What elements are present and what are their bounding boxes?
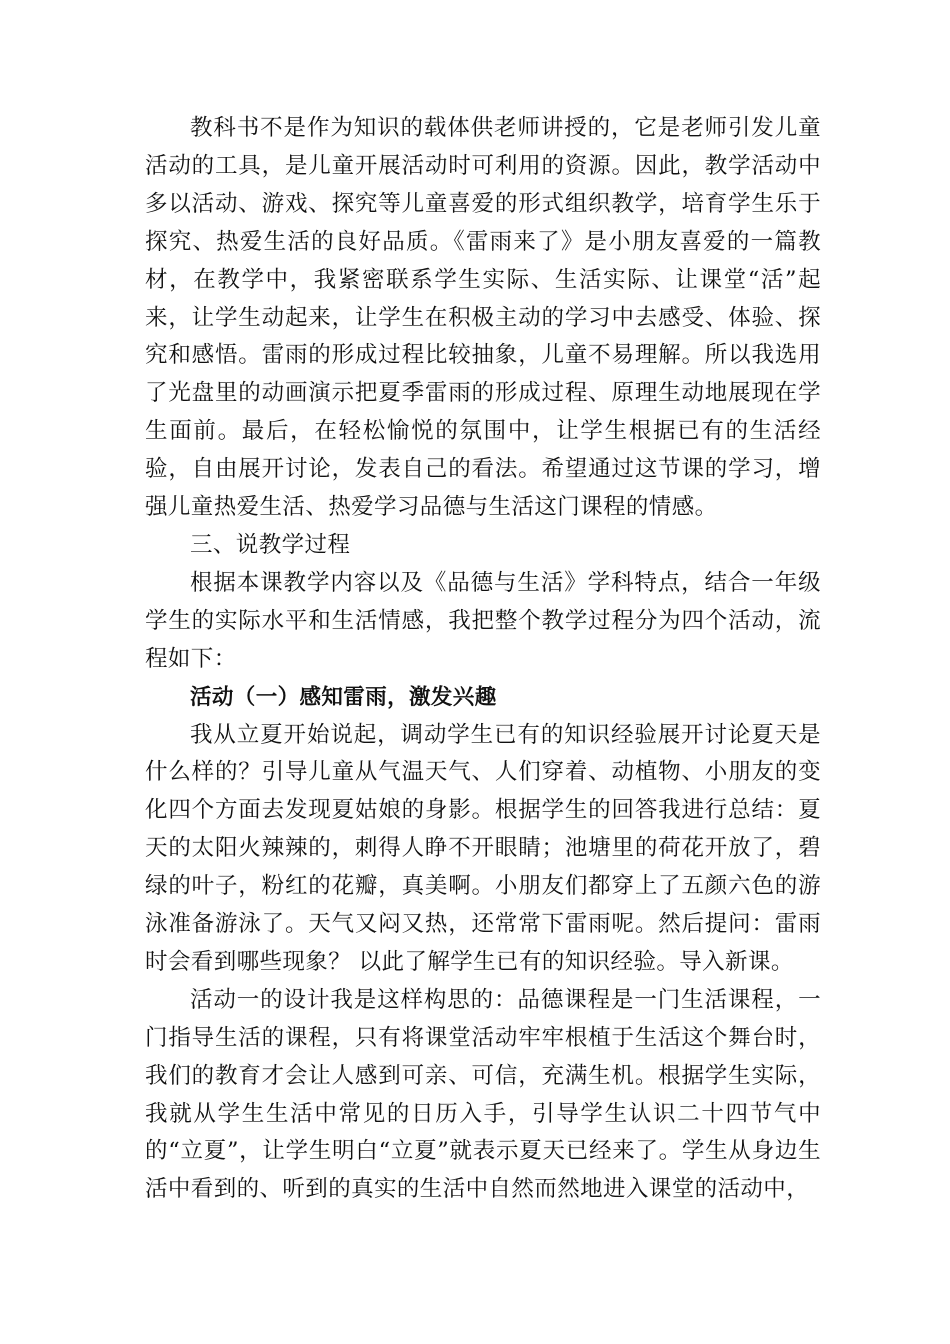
section-heading-teaching-process: 三、说教学过程 bbox=[190, 531, 351, 558]
paragraph-activity-one-design: 活动一的设计我是这样构思的：品德课程是一门生活课程，一门指导生活的课程，只有将课堂活动牢牢根植于生活这个舞台时，我们的教育才会让人感到可亲、可信，充满生机。根据学生实际，我就从学生生活中常见的日历入手，引导学生认识二十四节气中的“立夏”，让学生明白“立夏”就表示夏天已经来了。学生从身边生活中看到的、听到的真实的生活中自然而然地进入课堂的活动中， bbox=[145, 986, 821, 1203]
document-body bbox=[145, 110, 821, 1209]
paragraph-activity-one-content: 我从立夏开始说起，调动学生已有的知识经验展开讨论夏天是什么样的？引导儿童从气温天气、人们穿着、动植物、小朋友的变化四个方面去发现夏姑娘的身影。根据学生的回答我进行总结：夏天的太阳火辣辣的，刺得人睁不开眼睛；池塘里的荷花开放了，碧绿的叶子，粉红的花瓣，真美啊。小朋友们都穿上了五颜六色的游泳准备游泳了。天气又闷又热，还常常下雷雨呢。然后提问：雷雨时会看到哪些现象？ 以此了解学生已有的知识经验。导入新课。 bbox=[145, 721, 821, 975]
paragraph-process-overview: 根据本课教学内容以及《品德与生活》学科特点，结合一年级学生的实际水平和生活情感，我把整个教学过程分为四个活动，流程如下： bbox=[145, 569, 821, 672]
paragraph-textbook-role: 教科书不是作为知识的载体供老师讲授的，它是老师引发儿童活动的工具，是儿童开展活动时可利用的资源。因此，教学活动中多以活动、游戏、探究等儿童喜爱的形式组织教学，培育学生乐于探究、热爱生活的良好品质。《雷雨来了》是小朋友喜爱的一篇教材，在教学中，我紧密联系学生实际、生活实际、让课堂“活”起来，让学生动起来，让学生在积极主动的学习中去感受、体验、探究和感悟。雷雨的形成过程比较抽象，儿童不易理解。所以我选用了光盘里的动画演示把夏季雷雨的形成过程、原理生动地展现在学生面前。最后，在轻松愉悦的氛围中，让学生根据已有的生活经验，自由展开讨论，发表自己的看法。希望通过这节课的学习，增强儿童热爱生活、热爱学习品德与生活这门课程的情感。 bbox=[145, 115, 821, 521]
activity-one-heading: 活动（一）感知雷雨，激发兴趣 bbox=[190, 684, 497, 710]
